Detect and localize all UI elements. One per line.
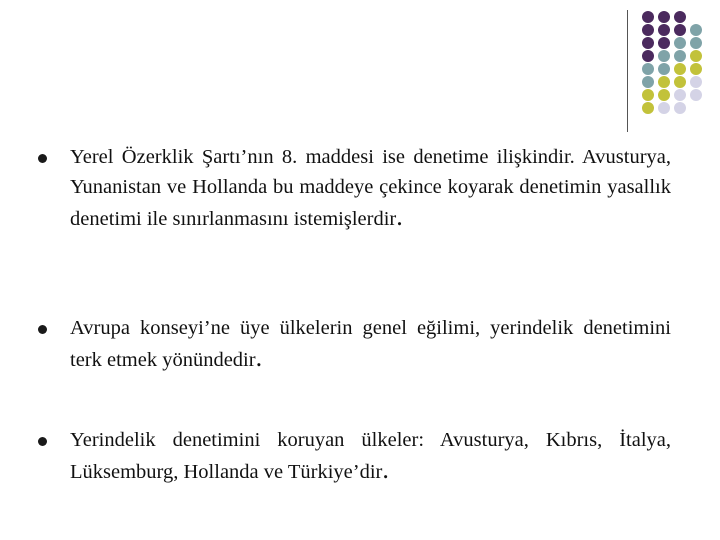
decorative-dot bbox=[690, 37, 702, 49]
decorative-dot bbox=[642, 11, 654, 23]
bullet-dot bbox=[38, 325, 47, 334]
decorative-dot bbox=[674, 102, 686, 114]
decorative-dot bbox=[674, 50, 686, 62]
bullet-dot bbox=[38, 437, 47, 446]
decorative-dot bbox=[658, 24, 670, 36]
bullet-text-2: Avrupa konseyi’ne üye ülkelerin genel eğilimi, yerindelik denetimini terk etmek yönündedir. bbox=[70, 317, 671, 372]
decorative-dot bbox=[642, 24, 654, 36]
decorative-dot bbox=[658, 37, 670, 49]
bullet-text-3: Yerindelik denetimini koruyan ülkeler: Avusturya, Kıbrıs, İtalya, Lüksemburg, Hollanda ve Türkiye’dir. bbox=[70, 429, 671, 484]
decorative-dot bbox=[690, 76, 702, 88]
decorative-dot bbox=[690, 50, 702, 62]
decorative-dot bbox=[642, 50, 654, 62]
decorative-dot bbox=[642, 89, 654, 101]
decorative-dot bbox=[642, 102, 654, 114]
decorative-dot bbox=[658, 50, 670, 62]
bullet-text-1: Yerel Özerklik Şartı’nın 8. maddesi ise denetime ilişkindir. Avusturya, Yunanistan ve Hollanda bu maddeye çekince koyarak denetimin yasallık denetimi ile sınırlanmasını istemişlerdir. bbox=[70, 146, 671, 231]
decorative-dot bbox=[642, 63, 654, 75]
decorative-dot bbox=[658, 76, 670, 88]
decorative-dot bbox=[674, 37, 686, 49]
decorative-dot bbox=[674, 24, 686, 36]
decorative-dot bbox=[674, 76, 686, 88]
decorative-dot bbox=[658, 11, 670, 23]
decorative-dot bbox=[642, 37, 654, 49]
bullet-dot bbox=[38, 154, 47, 163]
decorative-dot bbox=[658, 102, 670, 114]
decorative-dot bbox=[690, 89, 702, 101]
decorative-dot bbox=[642, 76, 654, 88]
decorative-dot bbox=[674, 11, 686, 23]
decorative-dot-grid bbox=[0, 0, 720, 140]
decorative-dot bbox=[658, 89, 670, 101]
decorative-dot bbox=[658, 63, 670, 75]
decorative-dot bbox=[690, 24, 702, 36]
decorative-dot bbox=[690, 63, 702, 75]
decorative-dot bbox=[674, 89, 686, 101]
decorative-dot bbox=[674, 63, 686, 75]
